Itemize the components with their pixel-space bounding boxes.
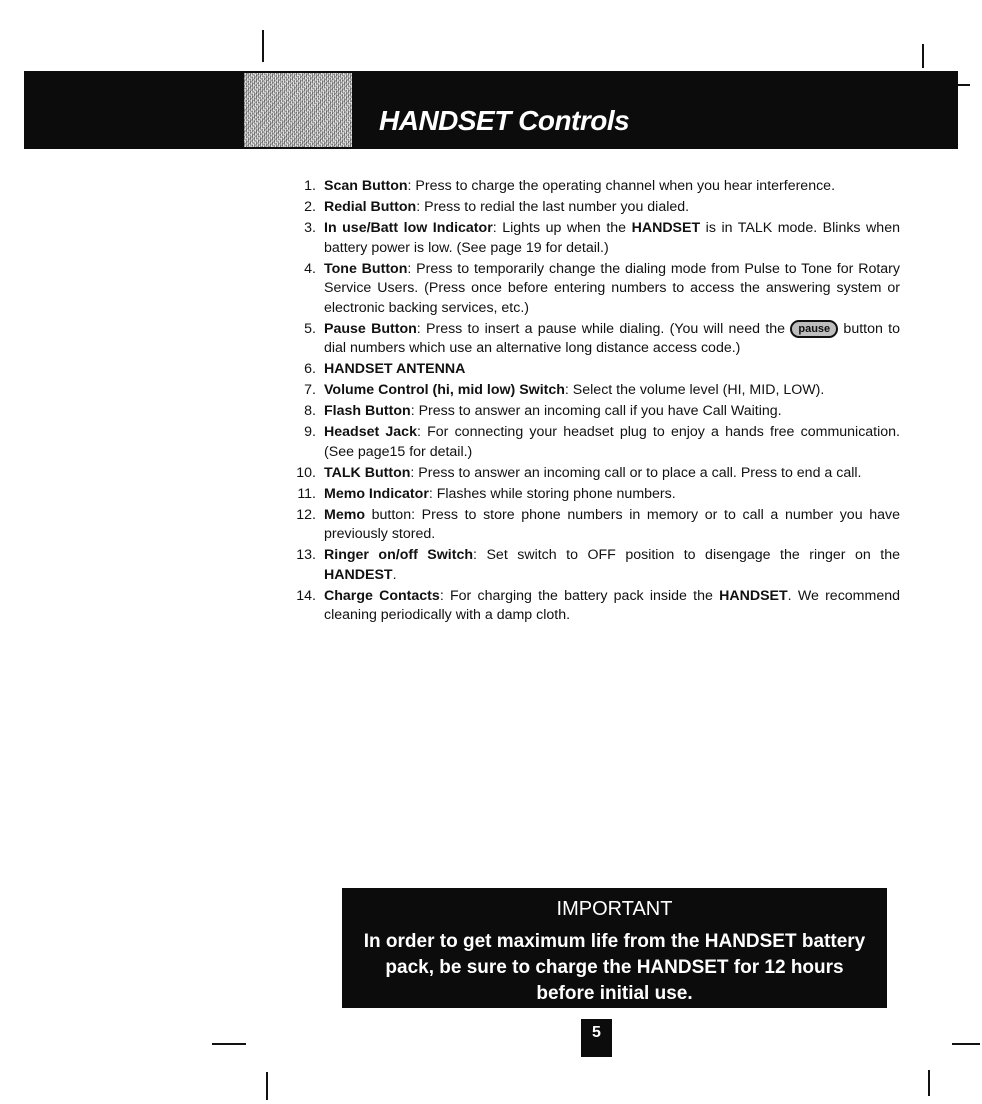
list-item [288,360,900,380]
item-term: Flash Button [324,403,411,419]
list-item [288,198,900,218]
item-number: 11. [297,485,316,502]
item-bold: HANDEST [324,566,393,583]
crop-mark [212,1043,246,1045]
item-text: : Press to redial the last number you dialed. [416,199,690,215]
item-number: 7. [304,382,316,398]
item-term: In use/Batt low Indicator [324,220,493,236]
page-number: 5 [581,1019,612,1057]
item-text: : Select the volume level (HI, MID, LOW). [564,382,825,398]
header-bar [24,71,958,149]
crop-mark [928,1070,930,1096]
crop-mark [956,84,970,86]
item-text: : Flashes while storing phone numbers. [428,485,676,502]
item-term: HANDSET ANTENNA [324,361,466,377]
crop-mark [262,30,264,62]
item-number: 5. [304,320,316,337]
item-text: button to dial numbers which use an alternative long distance access code.) [324,320,900,356]
item-number: 1. [304,178,316,194]
item-number: 8. [304,403,316,419]
item-text: : Set switch to OFF position to disengage the ringer on the [473,547,900,563]
page-title: HANDSET Controls [379,105,630,136]
controls-list [288,177,900,627]
list-item [288,506,900,545]
important-body: In order to get maximum life from the HANDSET battery pack, be sure to charge the HANDSET for 12 hours before initial use. [363,931,866,1004]
item-text: : Press to insert a pause while dialing. (You will need the [416,320,791,337]
crop-mark [922,44,924,68]
header-texture [244,73,352,147]
item-text: : For charging the battery pack inside the [439,587,720,604]
crop-mark [266,1072,268,1100]
item-text: button: Press to store phone numbers in memory or to call a number you have previously stored. [324,506,900,542]
item-number: 4. [304,260,316,277]
item-text: : Lights up when the [492,220,632,236]
list-item [288,177,900,197]
pause-key-icon: pause [790,320,838,338]
item-text: : Press to answer an incoming call if you have Call Waiting. [410,403,782,419]
list-item [288,587,900,626]
item-text: : Press to charge the operating channel when you hear interference. [407,178,836,194]
list-item [288,260,900,319]
crop-mark [952,1043,980,1045]
list-item [288,546,900,585]
item-bold: HANDSET [631,220,701,236]
list-item [288,320,900,359]
item-term: Redial Button [324,199,417,215]
item-term: Scan Button [324,178,408,194]
item-text: : For connecting your headset plug to enjoy a hands free communication. (See page15 for detail.) [324,424,901,460]
item-number: 6. [304,361,316,377]
item-number: 13. [296,547,316,563]
item-term: Volume Control (hi, mid low) Switch [324,382,565,398]
item-number: 12. [296,506,316,523]
item-text: . We recommend cleaning periodically with a damp cloth. [324,587,900,623]
important-notice [342,888,887,1008]
item-text: . [392,566,397,583]
item-term: Tone Button [324,260,408,277]
item-term: Ringer on/off Switch [324,547,474,563]
important-heading: IMPORTANT [556,898,673,920]
item-number: 2. [304,199,316,215]
item-term: Pause Button [324,320,417,337]
item-number: 9. [304,424,316,440]
item-text: : Press to answer an incoming call or to place a call. Press to end a call. [410,464,862,481]
list-item [288,464,900,484]
item-term: Memo Indicator [324,485,429,502]
list-item [288,402,900,422]
item-term: Memo [324,506,365,523]
list-item [288,423,900,462]
item-term: Headset Jack [324,424,417,440]
item-number: 10. [296,464,316,481]
list-item [288,485,900,505]
item-text: is in TALK mode. Blinks when battery power is low. (See page 19 for detail.) [324,220,900,256]
item-text: : Press to temporarily change the dialing mode from Pulse to Tone for Rotary Service Users. (Press once before entering numbers to access the answering system or electronic backing services, etc.) [324,260,900,316]
item-term: TALK Button [324,464,411,481]
list-item [288,381,900,401]
item-number: 14. [296,587,316,604]
item-number: 3. [304,220,316,236]
item-term: Charge Contacts [324,587,440,604]
item-bold: HANDSET [719,587,788,604]
list-item [288,219,900,258]
